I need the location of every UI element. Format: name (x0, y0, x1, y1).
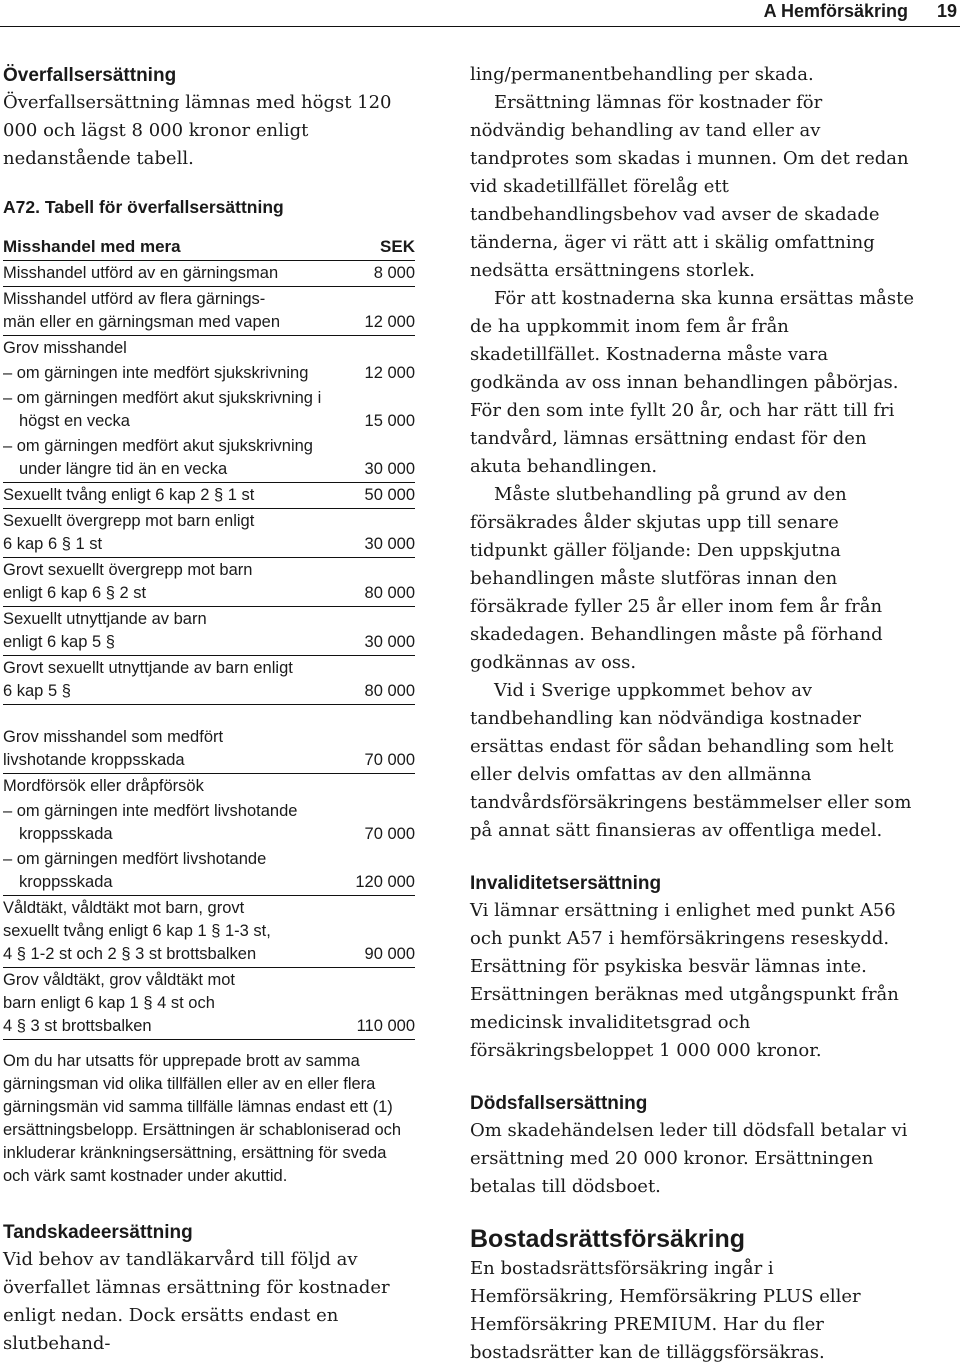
header-rule (0, 26, 960, 27)
tand-paragraph-4: Måste slutbehandling på grund av den försäkrades ålder skjutas upp till senare tidpunkt gäller följande: Den uppskjutna behandlingen måste slutföras innan den försäkrade fyller 25 år eller inom fem år från skadedagen. Behandlingen måste på förhand godkännas av oss. (470, 484, 883, 673)
row-amount: 80 000 (355, 656, 415, 705)
dodsfall-heading: Dödsfallsersättning (470, 1093, 648, 1114)
row-amount: 15 000 (364, 412, 415, 430)
row-amount: 70 000 (355, 705, 415, 774)
row-description: Grov misshandel (3, 339, 127, 357)
row-amount: 12 000 (364, 364, 415, 382)
row-description: Sexuellt övergrepp mot barn enligt 6 kap 6 § 1 st (3, 509, 355, 558)
table-row (3, 799, 415, 847)
row-amount: 70 000 (364, 825, 415, 843)
row-amount: 30 000 (355, 434, 415, 483)
row-description: Våldtäkt, våldtäkt mot barn, grovt sexuellt tvång enligt 6 kap 1 § 1-3 st, 4 § 1-2 st och 2 § 3 st brottsbalken (3, 896, 355, 968)
tand-paragraph-3: För att kostnaderna ska kunna ersättas måste de ha uppkommit inom fem år från skadetillfället. Kostnaderna måste vara godkända av oss innan behandlingen påbörjas. För den som inte fyllt 20 år, och har rätt till fri tandvård, lämnas ersättning endast för den akuta behandlingen. (470, 288, 914, 477)
table-row (3, 483, 415, 509)
row-amount (355, 336, 415, 362)
row-amount: 8 000 (355, 261, 415, 287)
row-description: Mordförsök eller dråpförsök (3, 777, 204, 795)
row-amount: 30 000 (355, 607, 415, 656)
table-row (3, 847, 415, 896)
row-description: Sexuellt utnyttjande av barn enligt 6 kap 5 § (3, 607, 355, 656)
row-description: Grov våldtäkt, grov våldtäkt mot barn enligt 6 kap 1 § 4 st och 4 § 3 st brottsbalken (3, 968, 355, 1040)
row-description: – om gärningen inte medfört livshotande kroppsskada (3, 802, 298, 843)
row-description: Grovt sexuellt utnyttjande av barn enligt 6 kap 5 § (3, 656, 355, 705)
table-row (3, 607, 415, 656)
row-amount: 110 000 (355, 968, 415, 1040)
overfall-intro: Överfallsersättning lämnas med högst 120 000 och lägst 8 000 kronor enligt nedanstående tabell. (3, 92, 392, 169)
bostadsratt-text: En bostadsrättsförsäkring ingår i Hemförsäkring, Hemförsäkring PLUS eller Hemförsäkring PREMIUM. Har du fler bostadsrätter kan de tilläggsförsäkras. (470, 1258, 861, 1363)
table-row (3, 656, 415, 705)
table-header-row (3, 235, 415, 261)
tand-paragraph-5: Vid i Sverige uppkommet behov av tandbehandling kan nödvändiga kostnader ersättas endast för sådan behandling som helt eller delvis omfattas av den allmänna tandvårdsförsäkringens bestämmelser eller som på annat sätt finansieras av offentliga medel. (470, 680, 912, 841)
tand-heading: Tandskadeersättning (3, 1222, 193, 1243)
row-description: Sexuellt tvång enligt 6 kap 2 § 1 st (3, 483, 355, 509)
table-row (3, 336, 415, 362)
row-amount: 80 000 (355, 558, 415, 607)
row-amount: 30 000 (355, 509, 415, 558)
row-description: – om gärningen medfört akut sjukskrivning i högst en vecka (3, 389, 322, 430)
invaliditet-text: Vi lämnar ersättning i enlighet med punkt A56 och punkt A57 i hemförsäkringens reseskydd. Ersättning för psykiska besvär lämnas inte. Ersättningen beräknas med utgångspunkt från medicinsk invaliditetsgrad och försäkringsbeloppet 1 000 000 kronor. (470, 900, 899, 1061)
dodsfall-text: Om skadehändelsen leder till dödsfall betalar vi ersättning med 20 000 kronor. Ersättningen betalas till dödsboet. (470, 1120, 908, 1197)
table-row (3, 558, 415, 607)
table-row (3, 361, 415, 386)
row-amount: 12 000 (355, 287, 415, 336)
right-column (470, 61, 920, 1367)
table-row (3, 509, 415, 558)
tand-paragraph-1-start: Vid behov av tandläkarvård till följd av överfallet lämnas ersättning för kostnader enligt nedan. Dock ersätts endast en slutbehand- (3, 1249, 390, 1354)
table-row (3, 774, 415, 800)
row-amount (355, 774, 415, 800)
tand-paragraph-1-end: ling/permanentbehandling per skada. (470, 64, 814, 85)
table-row (3, 261, 415, 287)
table-row (3, 896, 415, 968)
table-row (3, 434, 415, 483)
compensation-table (3, 235, 415, 1040)
row-description: Grov misshandel som medfört livshotande kroppsskada (3, 705, 355, 774)
row-description: Misshandel utförd av flera gärnings- män eller en gärningsman med vapen (3, 287, 355, 336)
row-amount: 120 000 (355, 847, 415, 896)
row-description: – om gärningen medfört akut sjukskrivning under längre tid än en vecka (3, 434, 355, 483)
table-note: Om du har utsatts för upprepade brott av samma gärningsman vid olika tillfällen eller av en eller flera gärningsmän vid samma tillfälle lämnas endast ett (1) ersättningsbelopp. Ersättningen är schabloniserad och inkluderar kränkningsersättning, ersättning för sveda och värk samt kostnader under akuttid. (3, 1052, 402, 1185)
row-amount: 50 000 (355, 483, 415, 509)
table-header-currency: SEK (355, 235, 415, 261)
table-row (3, 386, 415, 434)
row-amount: 90 000 (355, 896, 415, 968)
row-description: – om gärningen inte medfört sjukskrivning (3, 364, 309, 382)
page-header (0, 0, 960, 23)
row-description: Misshandel utförd av en gärningsman (3, 261, 355, 287)
row-description: Grovt sexuellt övergrepp mot barn enligt 6 kap 6 § 2 st (3, 558, 355, 607)
table-header-description: Misshandel med mera (3, 235, 355, 261)
table-title: A72. Tabell för överfallsersättning (3, 197, 284, 217)
row-description: – om gärningen medfört livshotande kroppsskada (3, 847, 355, 896)
table-row (3, 287, 415, 336)
header-title: A Hemförsäkring (763, 1, 908, 21)
table-row (3, 968, 415, 1040)
tand-paragraph-2: Ersättning lämnas för kostnader för nödvändig behandling av tand eller av tandprotes som skadas i munnen. Om det redan vid skadetillfället förelåg ett tandbehandlingsbehov vad avser de skadade tänderna, äger vi rätt att i skälig omfattning nedsätta ersättningens storlek. (470, 92, 909, 281)
table-row (3, 705, 415, 774)
invaliditet-heading: Invaliditetsersättning (470, 873, 662, 894)
page-number: 19 (936, 1, 957, 21)
overfall-heading: Överfallsersättning (3, 65, 177, 86)
bostadsratt-heading: Bostadsrättsförsäkring (470, 1225, 746, 1253)
left-column (3, 63, 415, 1358)
